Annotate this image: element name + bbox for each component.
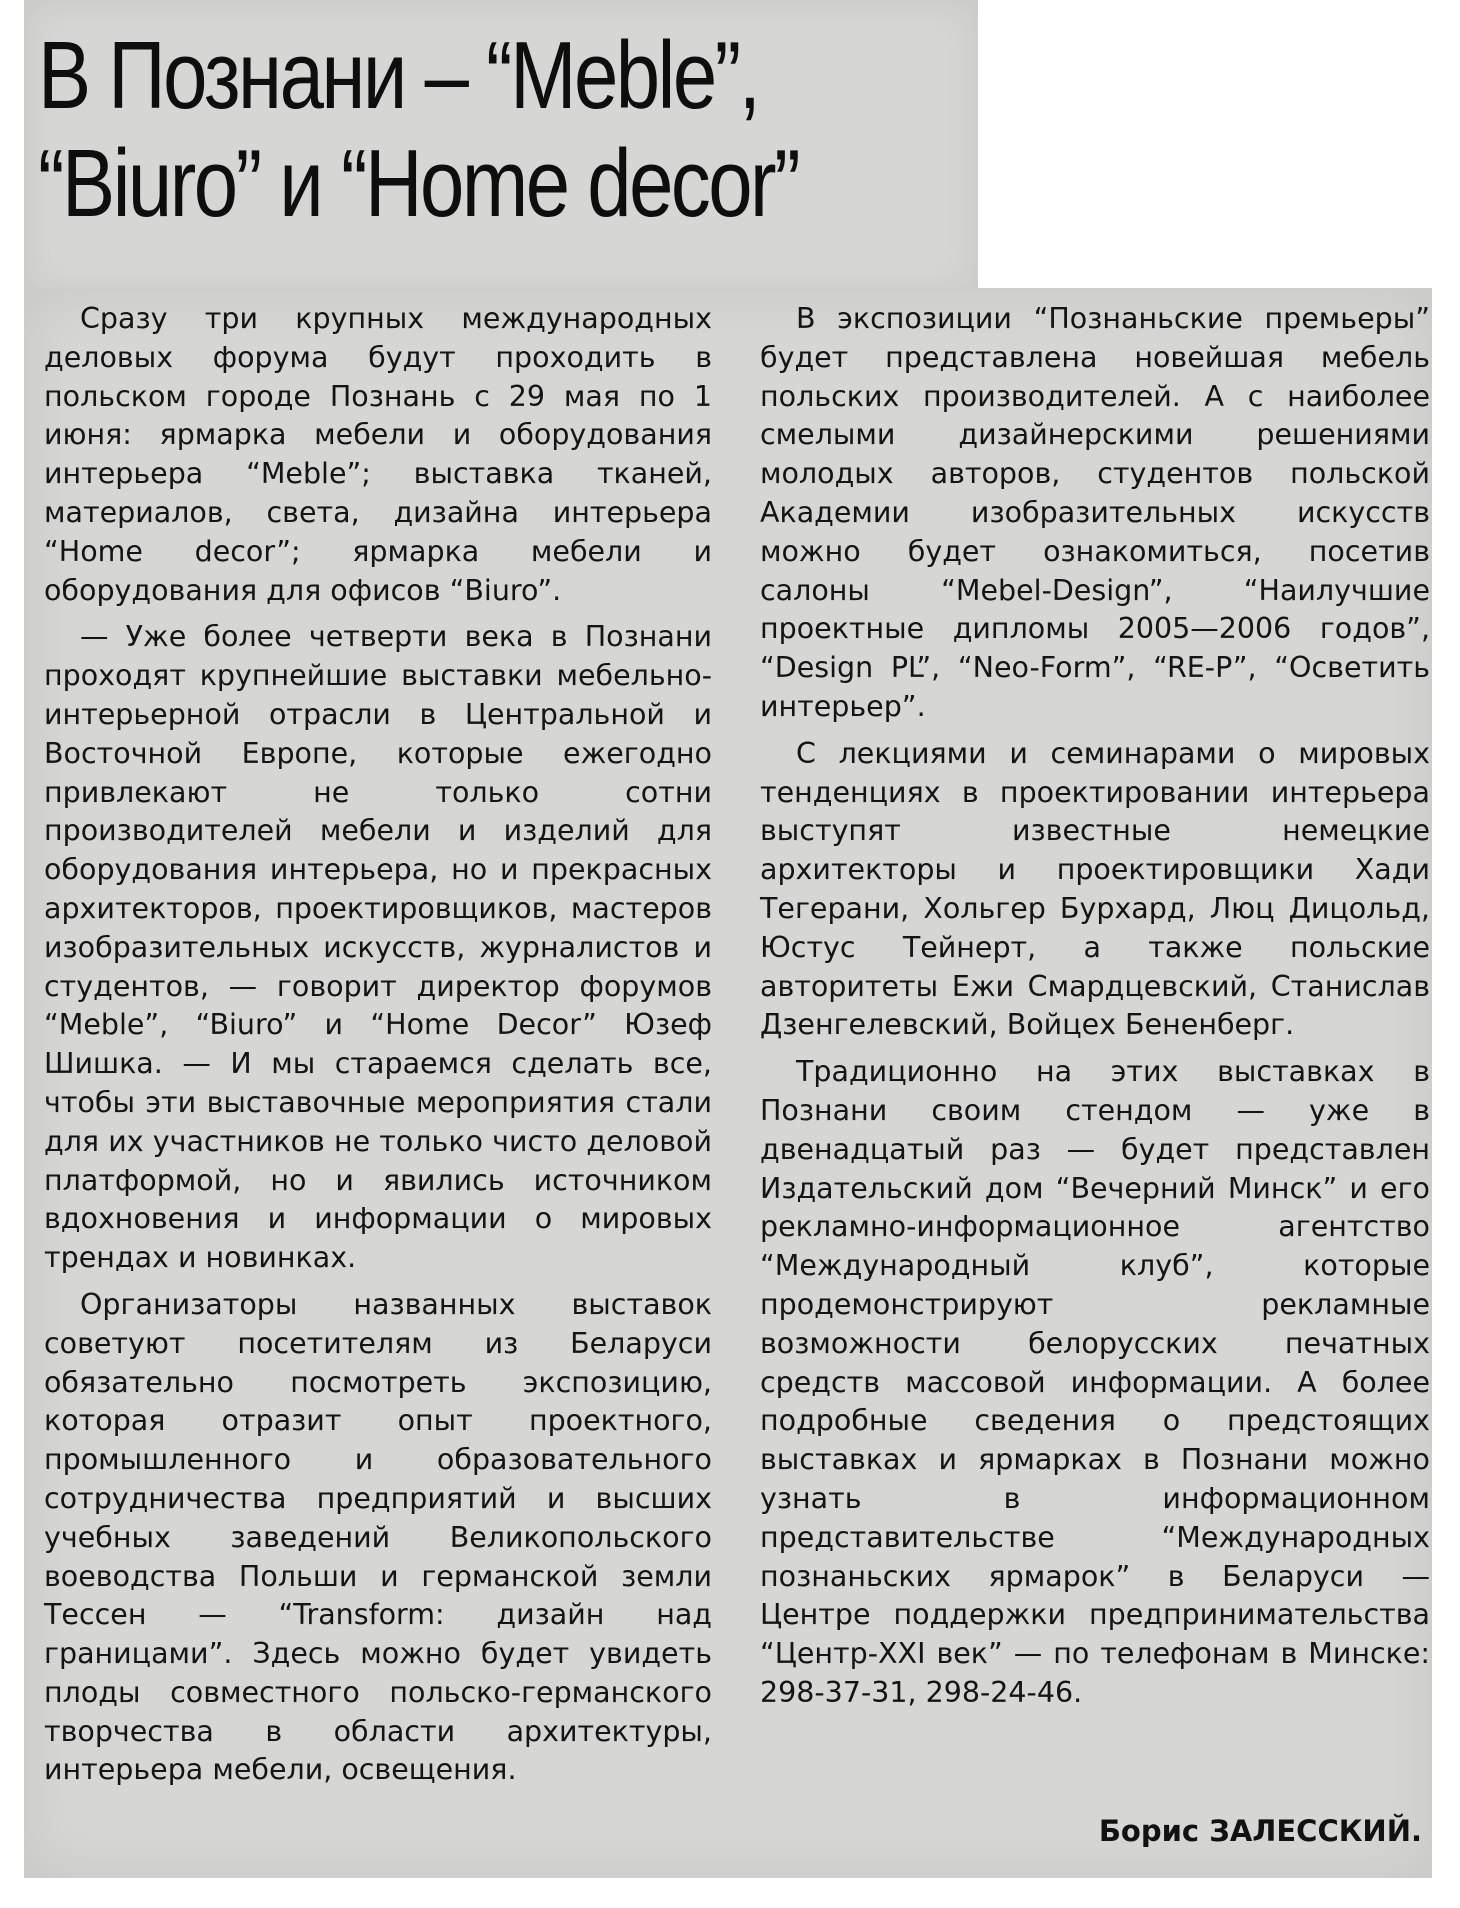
article-column-right	[760, 300, 1430, 1713]
headline-line-1: В Познани – “Meble”,	[38, 22, 759, 129]
paragraph: — Уже более четверти века в Познани проходят крупнейшие выставки мебельно-интерьерной отрасли в Центральной и Восточной Европе, которые ежегодно привлекают не только сотни производителей мебели и изделий для оборудования интерьера, но и прекрасных архитекторов, проектировщиков, мастеров изобразительных искусств, журналистов и студентов, — говорит директор форумов “Meble”, “Biuro” и “Home Decor” Юзеф Шишка. — И мы стараемся сделать все, чтобы эти выставочные мероприятия стали для их участников не только чисто деловой платформой, но и явились источником вдохновения и информации о мировых трендах и новинках.	[44, 620, 712, 1275]
article-column-left	[44, 300, 712, 1790]
paragraph: В экспозиции “Познаньские премьеры” будет представлена новейшая мебель польских производителей. А с наиболее смелыми дизайнерскими решениями молодых авторов, студентов польской Академии изобразительных искусств можно будет ознакомиться, посетив салоны “Mebel-Design”, “Наилучшие проектные дипломы 2005—2006 годов”, “Design PL”, “Neo-Form”, “RE-P”, “Осветить интерьер”.	[760, 302, 1430, 723]
headline-line-2: “Biuro” и “Home decor”	[38, 130, 799, 237]
paragraph: С лекциями и семинарами о мировых тенденциях в проектировании интерьера выступят известные немецкие архитекторы и проектировщики Хади Тегерани, Хольгер Бурхард, Люц Дицольд, Юстус Тейнерт, а также польские авторитеты Ежи Смардцевский, Станислав Дзенгелевский, Войцех Бененберг.	[760, 736, 1430, 1042]
paragraph: Традиционно на этих выставках в Познани своим стендом — уже в двенадцатый раз — будет представлен Издательский дом “Вечерний Минск” и его рекламно-информационное агентство “Международный клуб”, которые продемонстрируют рекламные возможности белорусских печатных средств массовой информации. А более подробные сведения о предстоящих выставках и ярмарках в Познани можно узнать в информационном представительстве “Международных познаньских ярмарок” в Беларуси — Центре поддержки предпринимательства “Центр-XXI век” — по телефонам в Минске: 298-37-31, 298-24-46.	[760, 1055, 1430, 1709]
paragraph: Сразу три крупных международных деловых форума будут проходить в польском городе Познань с 29 мая по 1 июня: ярмарка мебели и оборудования интерьера “Meble”; выставка тканей, материалов, света, дизайна интерьера “Home decor”; ярмарка мебели и оборудования для офисов “Biuro”.	[44, 302, 712, 607]
paragraph: Организаторы названных выставок советуют посетителям из Беларуси обязательно посмотреть экспозицию, которая отразит опыт проектного, промышленного и образовательного сотрудничества предприятий и высших учебных заведений Великопольского воеводства Польши и германской земли Тессен — “Transform: дизайн над границами”. Здесь можно будет увидеть плоды совместного польско-германского творчества в области архитектуры, интерьера мебели, освещения.	[44, 1287, 712, 1787]
article-headline	[38, 22, 818, 238]
author-signature: Борис ЗАЛЕССКИЙ.	[1098, 1814, 1422, 1848]
